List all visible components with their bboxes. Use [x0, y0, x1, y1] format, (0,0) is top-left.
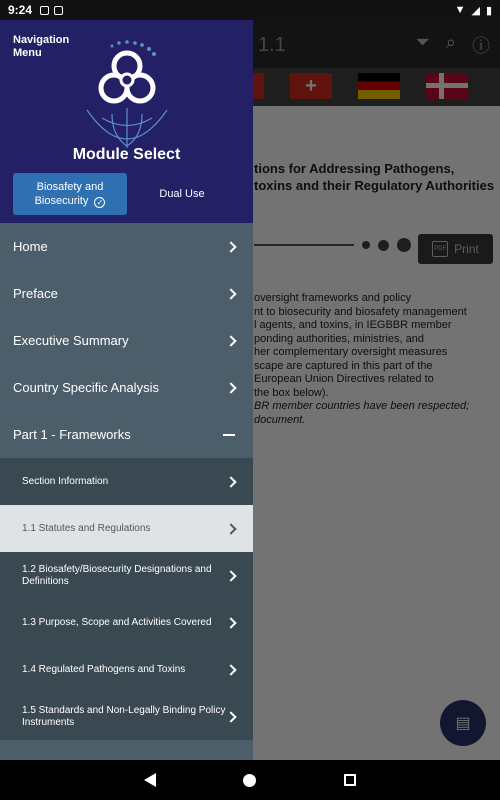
system-navigation-bar	[0, 760, 500, 800]
submenu-item-1-4-regulated-pathogens[interactable]	[0, 646, 253, 693]
navigation-menu-label: Navigation Menu	[13, 34, 70, 59]
navigation-drawer	[0, 20, 253, 760]
menu-item-executive-summary[interactable]	[0, 317, 253, 364]
menu-item-country-specific-analysis[interactable]	[0, 364, 253, 411]
submenu-item-label: 1.3 Purpose, Scope and Activities Covered	[22, 616, 212, 628]
submenu-item-1-2-designations[interactable]	[0, 552, 253, 599]
chevron-right-icon	[225, 288, 236, 299]
sd-card-icon	[54, 6, 63, 15]
module-select-title: Module Select	[72, 146, 181, 163]
home-icon[interactable]	[243, 774, 256, 787]
status-bar	[0, 0, 500, 20]
menu-item-home[interactable]	[0, 223, 253, 270]
recent-apps-icon[interactable]	[344, 774, 356, 786]
submenu-item-1-5-standards[interactable]	[0, 693, 253, 740]
submenu-item-label: 1.4 Regulated Pathogens and Toxins	[22, 663, 186, 675]
menu-item-label: Preface	[13, 286, 58, 301]
dual-use-button-label: Dual Use	[159, 188, 205, 200]
submenu-item-1-1-statutes[interactable]	[0, 505, 253, 552]
drawer-menu	[0, 223, 253, 750]
back-icon[interactable]	[144, 773, 156, 787]
submenu-item-label: 1.5 Standards and Non-Legally Binding Policy Instruments	[22, 704, 226, 728]
biosafety-button-label: Biosafety and Biosecurity	[34, 181, 104, 207]
chevron-right-icon	[225, 523, 236, 534]
submenu-item-label: Section Information	[22, 475, 109, 487]
check-circle-icon: ✓	[94, 197, 105, 208]
menu-item-label: Executive Summary	[13, 333, 129, 348]
menu-item-label: Part 1 - Frameworks	[13, 427, 131, 442]
chevron-right-icon	[225, 711, 236, 722]
chevron-right-icon	[225, 335, 236, 346]
submenu-item-label: 1.1 Statutes and Regulations	[22, 522, 151, 534]
wifi-icon: ▼	[454, 4, 466, 16]
chevron-right-icon	[225, 570, 236, 581]
status-time: 9:24	[8, 3, 33, 17]
biosafety-biosecurity-button[interactable]	[13, 173, 127, 215]
chevron-right-icon	[225, 241, 236, 252]
notification-icon	[40, 6, 49, 15]
battery-icon: ▮	[485, 4, 492, 17]
chevron-right-icon	[225, 382, 236, 393]
submenu-item-section-information[interactable]	[0, 458, 253, 505]
menu-item-label: Home	[13, 239, 48, 254]
biohazard-logo-icon	[82, 38, 172, 148]
menu-item-preface[interactable]	[0, 270, 253, 317]
collapse-icon	[223, 434, 235, 436]
menu-tail	[0, 740, 253, 750]
chevron-right-icon	[225, 664, 236, 675]
menu-item-part1-frameworks[interactable]	[0, 411, 253, 458]
dual-use-button[interactable]	[134, 173, 230, 215]
submenu-item-1-3-purpose-scope[interactable]	[0, 599, 253, 646]
drawer-header	[0, 20, 253, 223]
chevron-right-icon	[225, 617, 236, 628]
submenu-item-label: 1.2 Biosafety/Biosecurity Designations and Definitions	[22, 563, 212, 587]
chevron-right-icon	[225, 476, 236, 487]
menu-item-label: Country Specific Analysis	[13, 380, 159, 395]
signal-icon: ◢	[471, 4, 480, 17]
